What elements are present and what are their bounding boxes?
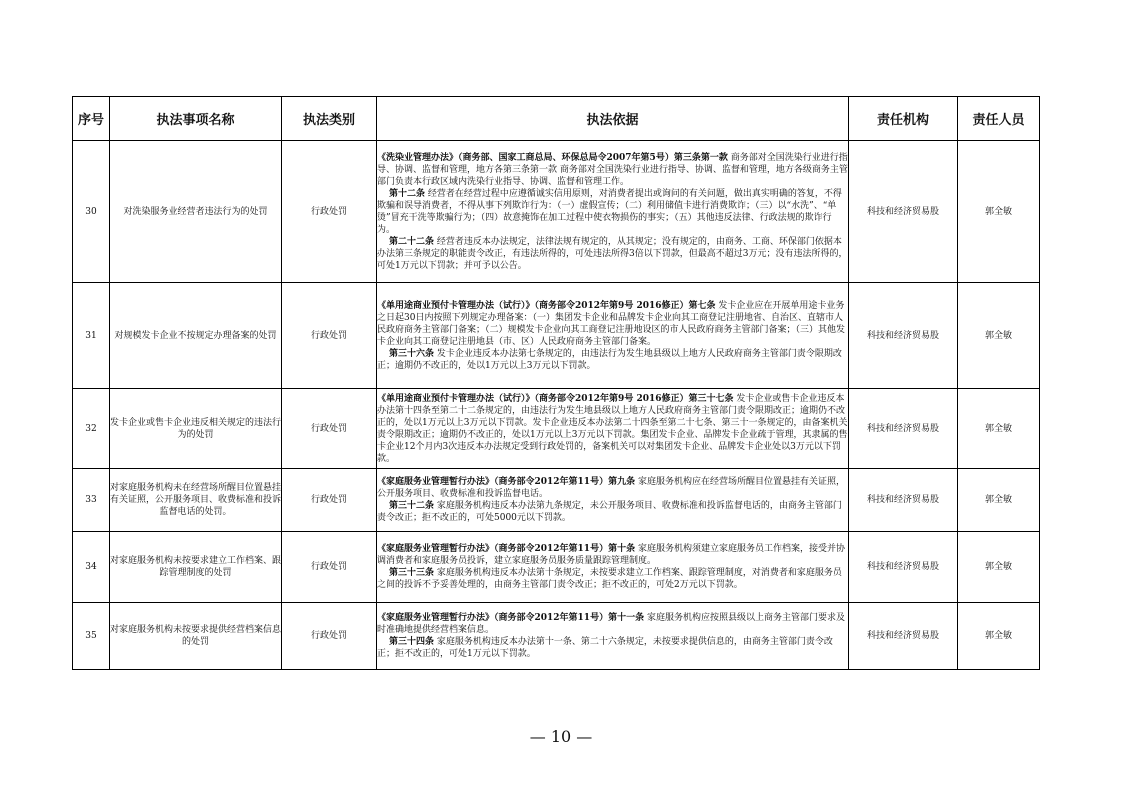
row-serial: 32 (73, 389, 110, 469)
header-person: 责任人员 (958, 97, 1040, 141)
row-category: 行政处罚 (282, 283, 377, 389)
row-item-name: 发卡企业或售卡企业违反相关规定的违法行为的处罚 (110, 389, 282, 469)
row-org: 科技和经济贸易股 (849, 141, 958, 283)
table-row (73, 141, 1040, 283)
row-item-name: 对家庭服务机构未在经营场所醒目位置悬挂有关证照，公开服务项目、收费标准和投诉监督电话的处罚。 (110, 469, 282, 532)
row-org: 科技和经济贸易股 (849, 469, 958, 532)
basis-text: 发卡企业违反本办法第七条规定的，由违法行为发生地县级以上地方人民政府商务主管部门责令限期改正；逾期仍不改正的，处以1万元以上3万元以下罚款。 (377, 348, 842, 371)
basis-paragraph (377, 300, 848, 348)
row-basis (377, 469, 849, 532)
header-serial: 序号 (73, 97, 110, 141)
basis-heading: 第三十三条 (389, 568, 435, 578)
basis-paragraph (377, 236, 848, 272)
row-person: 郭全敏 (958, 603, 1040, 670)
row-org: 科技和经济贸易股 (849, 603, 958, 670)
row-serial: 34 (73, 532, 110, 603)
basis-text: 商务部对全国洗染行业进行指导、协调、监督和管理，地方各第三条第一款 商务部对全国洗染行业进行指导、协调、监督和管理，地方各级商务主管部门负责本行政区域内洗染行业指导、协调、监督和管理工作。 (377, 152, 848, 187)
basis-heading: 《家庭服务业管理暂行办法》（商务部令2012年第11号）第九条 (377, 477, 636, 487)
basis-heading: 《单用途商业预付卡管理办法（试行）》（商务部令2012年第9号 2016修正）第三十七条 (377, 393, 734, 404)
header-category: 执法类别 (282, 97, 377, 141)
row-category: 行政处罚 (282, 141, 377, 283)
row-basis (377, 141, 849, 283)
row-org: 科技和经济贸易股 (849, 283, 958, 389)
row-basis (377, 389, 849, 469)
basis-paragraph (377, 500, 848, 524)
row-category: 行政处罚 (282, 389, 377, 469)
row-org: 科技和经济贸易股 (849, 532, 958, 603)
row-serial: 33 (73, 469, 110, 532)
basis-text: 发卡企业应在开展单用途卡业务之日起30日内按照下列规定办理备案：（一）集团发卡企业和品牌发卡企业向其工商登记注册地省、自治区、直辖市人民政府商务主管部门备案；（二）规模发卡企业向其工商登记注册地设区的市人民政府商务主管部门备案；（三）其他发卡企业向其工商登记注册地县（市、区）人民政府商务主管部门备案。 (377, 300, 846, 347)
row-person: 郭全敏 (958, 283, 1040, 389)
basis-paragraph (377, 543, 848, 567)
basis-text: 家庭服务机构应在经营场所醒目位置悬挂有关证照，公开服务项目、收费标准和投诉监督电话。 (377, 477, 845, 499)
row-basis (377, 532, 849, 603)
row-person: 郭全敏 (958, 532, 1040, 603)
basis-text: 家庭服务机构违反本办法第九条规定，未公开服务项目、收费标准和投诉监督电话的，由商务主管部门责令改正；拒不改正的，可处5000元以下罚款。 (377, 501, 842, 523)
basis-text: 发卡企业或售卡企业违反本办法第十四条至第二十二条规定的，由违法行为发生地县级以上地方人民政府商务主管部门责令限期改正；逾期仍不改正的，处以1万元以上3万元以下罚款。发卡企业违反本办法第二十四条至第二十七条、第三十一条规定的，由备案机关责令限期改正；逾期仍不改正的，处以1万元以上3万元以下罚款。集团发卡企业、品牌发卡企业疏于管理，其隶属的售卡企业12个月内3次违反本办法规定受到行政处罚的，备案机关可以对集团发卡企业、品牌发卡企业处以3万元以下罚款。 (377, 393, 848, 464)
header-org: 责任机构 (849, 97, 958, 141)
basis-paragraph (377, 567, 848, 591)
row-serial: 35 (73, 603, 110, 670)
table-row (73, 389, 1040, 469)
table-row (73, 603, 1040, 670)
row-person: 郭全敏 (958, 141, 1040, 283)
table-row (73, 283, 1040, 389)
row-category: 行政处罚 (282, 603, 377, 670)
basis-heading: 第十二条 (389, 188, 426, 199)
basis-heading: 《单用途商业预付卡管理办法（试行）》（商务部令2012年第9号 2016修正）第七条 (377, 300, 716, 311)
row-serial: 31 (73, 283, 110, 389)
header-basis: 执法依据 (377, 97, 849, 141)
basis-text: 家庭服务机构应按照县级以上商务主管部门要求及时准确地提供经营档案信息。 (377, 613, 845, 635)
basis-heading: 《家庭服务业管理暂行办法》（商务部令2012年第11号）第十条 (377, 544, 636, 554)
header-row (73, 97, 1040, 141)
header-item-name: 执法事项名称 (110, 97, 282, 141)
basis-paragraph (377, 348, 848, 372)
row-item-name: 对规模发卡企业不按规定办理备案的处罚 (110, 283, 282, 389)
basis-paragraph (377, 152, 848, 188)
basis-heading: 第三十二条 (389, 501, 435, 511)
basis-heading: 第二十二条 (389, 236, 435, 247)
basis-paragraph (377, 636, 848, 660)
basis-heading: 第三十六条 (389, 348, 435, 359)
row-category: 行政处罚 (282, 532, 377, 603)
basis-heading: 《洗染业管理办法》（商务部、国家工商总局、环保总局令2007年第5号）第三条第一款 (377, 152, 728, 163)
basis-heading: 《家庭服务业管理暂行办法》（商务部令2012年第11号）第十一条 (377, 613, 645, 623)
basis-paragraph (377, 476, 848, 500)
basis-paragraph (377, 612, 848, 636)
row-basis (377, 283, 849, 389)
row-item-name: 对家庭服务机构未按要求建立工作档案、跟踪管理制度的处罚 (110, 532, 282, 603)
basis-paragraph (377, 393, 848, 465)
row-org: 科技和经济贸易股 (849, 389, 958, 469)
table-row (73, 469, 1040, 532)
row-basis (377, 603, 849, 670)
row-person: 郭全敏 (958, 389, 1040, 469)
basis-text: 经营者在经营过程中应遵循诚实信用原则，对消费者提出或询问的有关问题，做出真实明确的答复，不得欺骗和误导消费者，不得从事下列欺诈行为：（一）虚假宣传；（二）利用储值卡进行消费欺诈；（三）以“水洗”、“单烫”冒充干洗等欺骗行为；（四）故意掩饰在加工过程中使衣物损伤的事实；（五）其他违反法律、行政法规的欺诈行为。 (377, 188, 842, 235)
row-item-name: 对洗染服务业经营者违法行为的处罚 (110, 141, 282, 283)
enforcement-table (72, 96, 1040, 670)
row-person: 郭全敏 (958, 469, 1040, 532)
row-serial: 30 (73, 141, 110, 283)
table-row (73, 532, 1040, 603)
row-item-name: 对家庭服务机构未按要求提供经营档案信息的处罚 (110, 603, 282, 670)
basis-heading: 第三十四条 (389, 637, 435, 647)
row-category: 行政处罚 (282, 469, 377, 532)
page-number: — 10 — (529, 727, 593, 746)
basis-paragraph (377, 188, 848, 236)
basis-text: 经营者违反本办法规定，法律法规有规定的，从其规定；没有规定的，由商务、工商、环保部门依据本办法第三条规定的职能责令改正，有违法所得的，可处违法所得3倍以下罚款，但最高不超过3万元；没有违法所得的，可处1万元以下罚款；并可予以公告。 (377, 236, 848, 271)
basis-text: 家庭服务机构违反本办法第十条规定，未按要求建立工作档案、跟踪管理制度，对消费者和家庭服务员之间的投诉不予妥善处理的，由商务主管部门责令改正；拒不改正的，可处2万元以下罚款。 (377, 568, 842, 590)
basis-text: 家庭服务机构违反本办法第十一条、第二十六条规定，未按要求提供信息的，由商务主管部门责令改正；拒不改正的，可处1万元以下罚款。 (377, 637, 833, 659)
basis-text: 家庭服务机构须建立家庭服务员工作档案，接受并协调消费者和家庭服务员投诉，建立家庭服务员服务质量跟踪管理制度。 (377, 544, 845, 566)
